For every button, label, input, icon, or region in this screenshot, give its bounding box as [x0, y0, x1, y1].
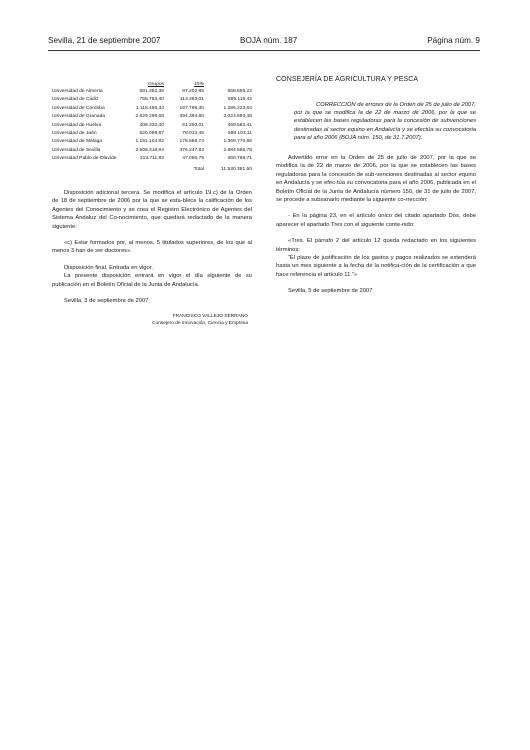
university-name: Universidad de Sevilla: [52, 147, 101, 153]
value-grupos: 408.333,40: [139, 122, 164, 128]
table-row: [52, 106, 252, 114]
value-total: 1.286.223,64: [223, 105, 252, 111]
final-provision-heading: Disposición final. Entrada en vigor.: [64, 264, 153, 271]
value-total: 469.583,41: [227, 122, 252, 128]
table-row: [52, 123, 252, 131]
value-15-percent: 61.250,01: [182, 122, 204, 128]
table-body: [52, 89, 252, 175]
correction-intro-paragraph: Advertido error en la Orden de 25 de julio de 2007, por la que se modifica la de 22 de marzo de 2006, por la que se establecen las bases reguladoras para la concesión de sub-venciones destinadas al sector equino en Andalucía y se efec-túa su convocatoria para el año 2006, publicada en el Boletín Oficial de la Junta de Andalucía número 150, de 31 de julio de 2007, se procede a subsanarlo mediante la siguiente co-rrección:: [276, 155, 476, 204]
quoted-section-text: “El plazo de justificación de los gastos y pagos realizados se extenderá hasta un mes siguiente a la fecha de la notifica-ción de la certificación a que hace referencia el artículo 11.”»: [276, 255, 476, 278]
table-row: [52, 97, 252, 105]
value-grupos: 755.753,40: [139, 97, 164, 103]
total-label: Total: [193, 166, 204, 172]
value-total: 598.103,11: [227, 130, 252, 136]
value-grupos: 1.118.455,34: [135, 105, 164, 111]
value-grupos: 2.508.318,94: [135, 147, 164, 153]
correction-location-paragraph: - En la página 23, en el artículo único del citado apartado Dos, debe aparecer el apartado Tres con el siguiente conte-nido:: [276, 213, 476, 228]
value-total: 2.884.566,78: [223, 147, 252, 153]
value-15-percent: 394.394,80: [179, 114, 204, 120]
value-total: 360.768,71: [227, 156, 252, 162]
total-value: 11.530.381,50: [221, 166, 252, 172]
right-column: [276, 76, 476, 296]
value-15-percent: 178.665,74: [179, 139, 204, 145]
column-grupos: Grupos: [147, 82, 164, 87]
value-grupos: 2.629.298,68: [135, 114, 164, 120]
university-name: Universidad de Málaga: [52, 139, 103, 145]
university-name: Universidad de Córdoba: [52, 105, 105, 111]
department-heading: CONSEJERÍA DE AGRICULTURA Y PESCA: [276, 76, 419, 83]
value-15-percent: 167.768,30: [179, 105, 204, 111]
value-15-percent: 376.247,84: [179, 147, 204, 153]
university-name: Universidad de Jaén: [52, 130, 97, 136]
value-grupos: 520.089,67: [139, 130, 164, 136]
value-grupos: 581.352,36: [139, 89, 164, 94]
value-15-percent: 78.013,45: [182, 130, 204, 136]
correction-title: CORRECCIÓN de errores de la Orden de 25 de julio de 2007, por la que se modifica la de 22 de marzo de 2006, por la que se establecen las bases reguladoras para la concesión de subvenciones destinadas al sector equino en Andalucía y se efectúa su convocatoria para el año 2006 (BOJA núm. 150, de 31.7.2007).: [294, 102, 476, 141]
value-15-percent: 113.363,01: [179, 97, 204, 103]
correction-date: Sevilla, 5 de septiembre de 2007: [288, 288, 373, 295]
page-header: [48, 36, 480, 48]
table-row: [52, 114, 252, 122]
header-page-number: Página núm. 9: [427, 36, 480, 45]
value-15-percent: 87.202,85: [182, 89, 204, 94]
university-name: Universidad de Granada: [52, 114, 106, 120]
quoted-provision-paragraph: «c) Estar formados por, al menos, 5 titulados superiores, de los que al menos 3 han de ser doctores».: [52, 239, 252, 255]
header-journal: BOJA núm. 187: [240, 36, 298, 45]
value-total: 668.555,22: [227, 89, 252, 94]
university-name: Universidad Pablo de Olavide: [52, 156, 117, 162]
university-name: Universidad de Almería: [52, 89, 103, 94]
table-row: [52, 156, 252, 164]
column-15-percent: 15%: [194, 82, 204, 87]
value-total: 1.369.770,66: [223, 139, 252, 145]
header-date: Sevilla, 21 de septiembre 2007: [48, 36, 161, 45]
signature-date: Sevilla, 3 de septiembre de 2007: [64, 297, 149, 304]
header-rule: [48, 50, 480, 51]
table-row: [52, 148, 252, 156]
universities-table: [52, 80, 252, 175]
value-grupos: 313.711,93: [139, 156, 164, 162]
value-total: 869.116,42: [227, 97, 252, 103]
university-name: Universidad de Huelva: [52, 122, 102, 128]
quoted-section-heading: «Tres. El párrafo 2 del artículo 12 queda redactado en los siguientes términos:: [276, 238, 476, 253]
left-column: [52, 80, 252, 327]
value-total: 3.023.693,48: [223, 114, 252, 120]
table-total-row: [52, 165, 252, 175]
value-grupos: 1.191.104,92: [135, 139, 164, 145]
signer-title: Consejero de Innovación, Ciencia y Empresa: [152, 321, 248, 327]
university-name: Universidad de Cádiz: [52, 97, 99, 103]
table-row: [52, 139, 252, 147]
table-header-row: [52, 80, 252, 89]
value-15-percent: 47.056,79: [182, 156, 204, 162]
signer-name: FRANCISCO VALLEJO SERRANO: [172, 314, 248, 320]
entry-into-force-paragraph: La presente disposición entrará en vigor el día siguiente de su publicación en el Boletín Oficial de la Junta de Andalucía.: [52, 273, 252, 288]
additional-provision-paragraph: Disposición adicional tercera. Se modifica el artículo 19.c) de la Orden de 18 de septiembre de 2006 por la que se esta-blece la calificación de los Agentes del Conocimiento y se crea el Registro Electrónico de Agentes del Sistema Andaluz del Co-nocimiento, que quedará redactado de la manera siguiente:: [52, 189, 252, 230]
